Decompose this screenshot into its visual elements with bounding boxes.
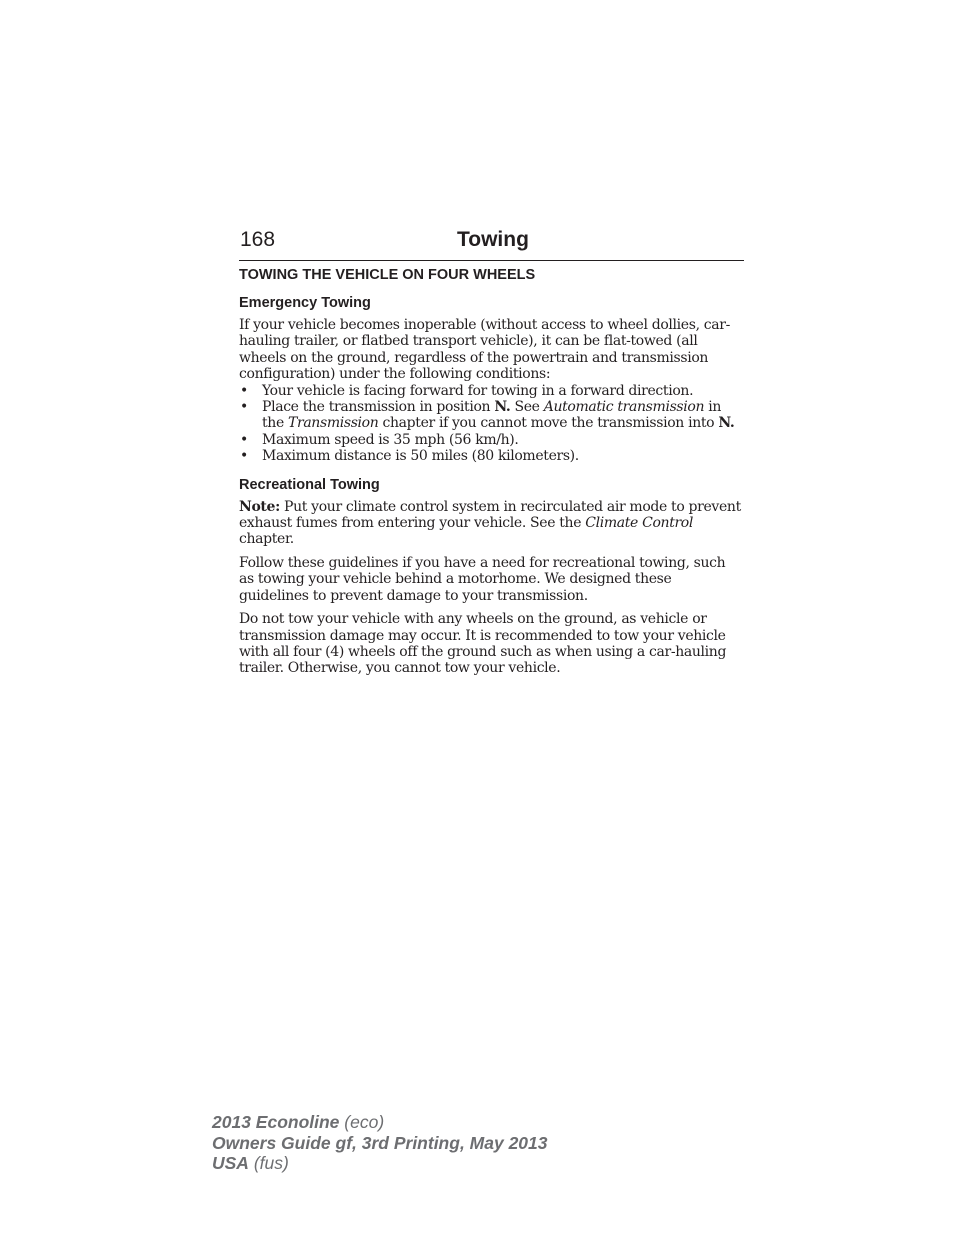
- list-item: [239, 383, 744, 399]
- conditions-list: [239, 383, 744, 465]
- chapter-title: Towing: [457, 228, 529, 251]
- list-item: [239, 448, 744, 464]
- footer-printing-line: Owners Guide gf, 3rd Printing, May 2013: [212, 1132, 548, 1153]
- recreational-towing-heading: Recreational Towing: [239, 476, 380, 493]
- note-paragraph: Note: Put your climate control system in recirculated air mode to prevent exhaust fumes from entering your vehicle. See the Climate Control chapter.: [239, 498, 741, 548]
- page-footer: [212, 1112, 548, 1174]
- note-label: Note:: [239, 498, 280, 515]
- list-item-text: Place the transmission in position N. See Automatic transmission in the Transmission chapter if you cannot move the transmission into N.: [262, 399, 735, 432]
- bullet-icon: •: [240, 382, 248, 399]
- list-item-text: Maximum distance is 50 miles (80 kilometers).: [262, 448, 579, 465]
- list-item-text: Maximum speed is 35 mph (56 km/h).: [262, 431, 519, 448]
- section-title: TOWING THE VEHICLE ON FOUR WHEELS: [239, 267, 536, 283]
- position-n-ref: N.: [718, 415, 735, 432]
- bullet-icon: •: [240, 431, 248, 448]
- guidelines-paragraph: Follow these guidelines if you have a need for recreational towing, such as towing your vehicle behind a motorhome. We designed these guidelines to prevent damage to your transmission.: [239, 554, 726, 604]
- position-n-ref: N.: [494, 399, 511, 416]
- page-header: [239, 228, 744, 261]
- emergency-intro-paragraph: If your vehicle becomes inoperable (without access to wheel dollies, car-hauling trailer, or flatbed transport vehicle), it can be flat-towed (all wheels on the ground, regardless of the powertrain and transmission configuration) under the following conditions:: [239, 317, 730, 383]
- list-item: [239, 432, 744, 448]
- page-content: [239, 267, 744, 684]
- transmission-chapter-ref: Transmission: [287, 415, 379, 432]
- automatic-transmission-ref: Automatic transmission: [543, 399, 705, 416]
- footer-market-line: USA (fus): [212, 1153, 289, 1173]
- list-item-text: Your vehicle is facing forward for towing in a forward direction.: [262, 382, 694, 399]
- climate-control-ref: Climate Control: [585, 515, 694, 532]
- bullet-icon: •: [240, 448, 248, 465]
- warning-paragraph: Do not tow your vehicle with any wheels on the ground, as vehicle or transmission damage may occur. It is recommended to tow your vehicle with all four (4) wheels off the ground such as when using a car-hauling trailer. Otherwise, you cannot tow your vehicle.: [239, 611, 727, 677]
- page-number: 168: [240, 228, 276, 251]
- footer-model-line: 2013 Econoline (eco): [212, 1112, 385, 1132]
- list-item: [239, 399, 744, 432]
- bullet-icon: •: [240, 399, 248, 416]
- emergency-towing-heading: Emergency Towing: [239, 295, 371, 311]
